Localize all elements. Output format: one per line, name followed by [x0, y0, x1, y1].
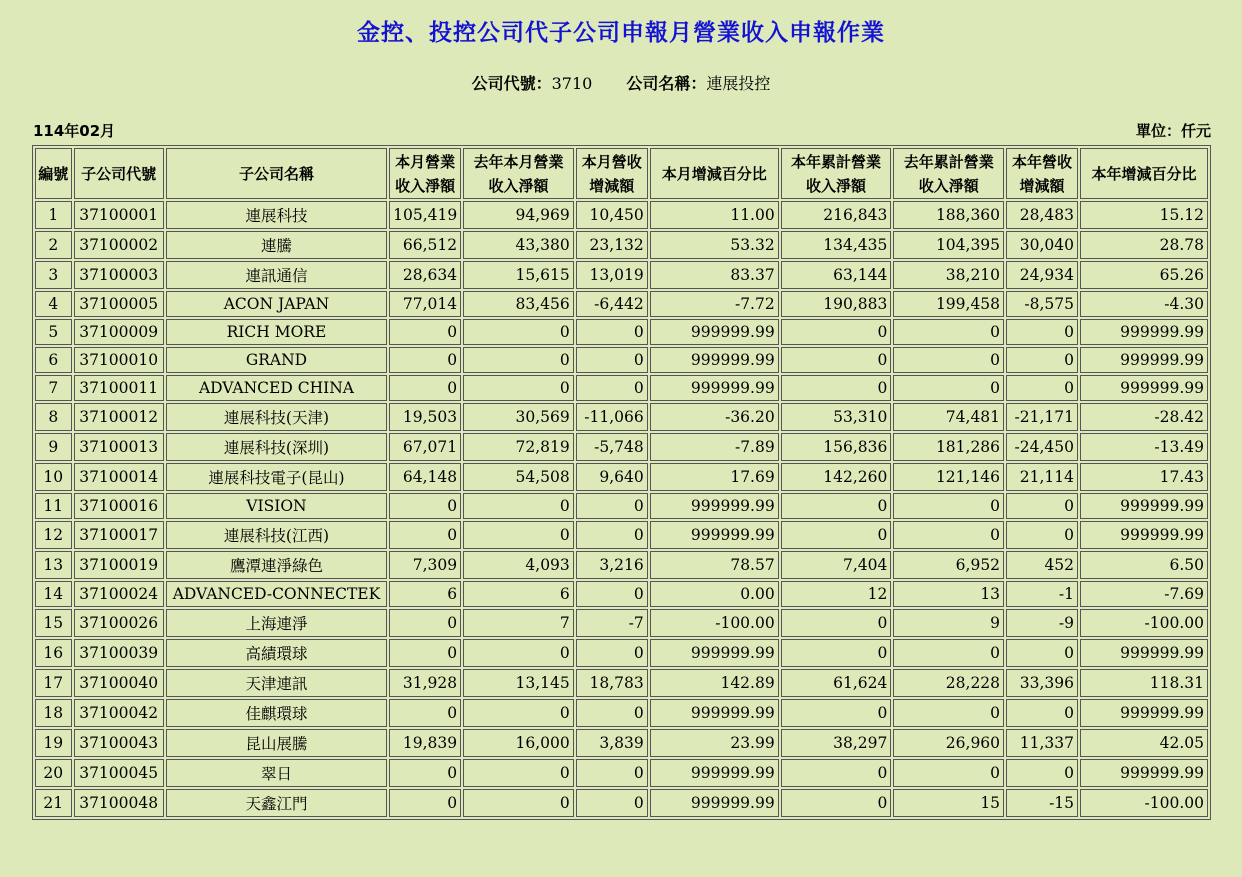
- cell-year-change-pct: -4.30: [1080, 291, 1208, 317]
- cell-year-change: 33,396: [1006, 669, 1078, 697]
- cell-month-change-pct: 999999.99: [650, 639, 779, 667]
- cell-month-change: 0: [576, 347, 648, 373]
- cell-ytd-revenue: 0: [781, 375, 892, 401]
- cell-month-change-pct: -7.89: [650, 433, 779, 461]
- header-label-line1: 子公司代號: [81, 164, 157, 183]
- cell-year-change: -1: [1006, 581, 1078, 607]
- cell-subsidiary-name: ADVANCED-CONNECTEK: [166, 581, 387, 607]
- cell-month-change: 0: [576, 789, 648, 817]
- cell-month-revenue: 7,309: [389, 551, 461, 579]
- cell-last-year-ytd-revenue: 28,228: [893, 669, 1004, 697]
- col-header-ytd-revenue: [781, 148, 892, 199]
- cell-subsidiary-code: 37100009: [74, 319, 164, 345]
- cell-subsidiary-name: 佳麒環球: [166, 699, 387, 727]
- cell-last-year-month-revenue: 13,145: [463, 669, 574, 697]
- cell-last-year-ytd-revenue: 181,286: [893, 433, 1004, 461]
- cell-number: 4: [35, 291, 72, 317]
- header-label-line2: 增減額: [589, 176, 635, 195]
- cell-month-change-pct: 83.37: [650, 261, 779, 289]
- cell-month-change-pct: 999999.99: [650, 759, 779, 787]
- cell-month-revenue: 0: [389, 759, 461, 787]
- cell-month-change: -11,066: [576, 403, 648, 431]
- table-row: [35, 699, 1208, 727]
- cell-year-change-pct: 999999.99: [1080, 759, 1208, 787]
- cell-last-year-ytd-revenue: 0: [893, 319, 1004, 345]
- cell-year-change: 30,040: [1006, 231, 1078, 259]
- cell-subsidiary-code: 37100005: [74, 291, 164, 317]
- cell-ytd-revenue: 0: [781, 759, 892, 787]
- cell-subsidiary-code: 37100045: [74, 759, 164, 787]
- cell-last-year-ytd-revenue: 26,960: [893, 729, 1004, 757]
- cell-year-change-pct: 6.50: [1080, 551, 1208, 579]
- table-row: [35, 463, 1208, 491]
- cell-last-year-ytd-revenue: 6,952: [893, 551, 1004, 579]
- header-label-line1: 子公司名稱: [238, 164, 314, 183]
- cell-month-revenue: 67,071: [389, 433, 461, 461]
- cell-subsidiary-code: 37100024: [74, 581, 164, 607]
- cell-month-change: 0: [576, 375, 648, 401]
- cell-ytd-revenue: 0: [781, 493, 892, 519]
- cell-subsidiary-name: 連展科技: [166, 201, 387, 229]
- cell-month-change: 10,450: [576, 201, 648, 229]
- cell-subsidiary-code: 37100048: [74, 789, 164, 817]
- cell-month-revenue: 0: [389, 375, 461, 401]
- company-code: 3710: [551, 74, 593, 93]
- cell-month-change: 3,216: [576, 551, 648, 579]
- cell-number: 12: [35, 521, 72, 549]
- cell-year-change: 0: [1006, 347, 1078, 373]
- col-header-subsidiary-code: [74, 148, 164, 199]
- cell-year-change-pct: 999999.99: [1080, 319, 1208, 345]
- cell-number: 10: [35, 463, 72, 491]
- cell-subsidiary-code: 37100040: [74, 669, 164, 697]
- cell-month-change-pct: 142.89: [650, 669, 779, 697]
- cell-subsidiary-code: 37100003: [74, 261, 164, 289]
- cell-ytd-revenue: 7,404: [781, 551, 892, 579]
- table-row: [35, 521, 1208, 549]
- cell-subsidiary-code: 37100012: [74, 403, 164, 431]
- cell-month-change-pct: -100.00: [650, 609, 779, 637]
- cell-year-change-pct: 999999.99: [1080, 347, 1208, 373]
- cell-last-year-month-revenue: 83,456: [463, 291, 574, 317]
- cell-ytd-revenue: 0: [781, 319, 892, 345]
- cell-ytd-revenue: 0: [781, 347, 892, 373]
- header-label-line1: 本年累計營業: [791, 152, 882, 171]
- cell-year-change-pct: 999999.99: [1080, 699, 1208, 727]
- col-header-last-year-month-revenue: [463, 148, 574, 199]
- cell-last-year-ytd-revenue: 9: [893, 609, 1004, 637]
- cell-year-change-pct: 28.78: [1080, 231, 1208, 259]
- cell-number: 7: [35, 375, 72, 401]
- cell-last-year-ytd-revenue: 38,210: [893, 261, 1004, 289]
- cell-month-revenue: 31,928: [389, 669, 461, 697]
- cell-ytd-revenue: 156,836: [781, 433, 892, 461]
- table-row: [35, 759, 1208, 787]
- cell-ytd-revenue: 0: [781, 699, 892, 727]
- cell-subsidiary-name: ADVANCED CHINA: [166, 375, 387, 401]
- cell-month-change: -5,748: [576, 433, 648, 461]
- cell-month-revenue: 0: [389, 609, 461, 637]
- page-title: 金控、投控公司代子公司申報月營業收入申報作業: [357, 20, 885, 46]
- cell-month-revenue: 6: [389, 581, 461, 607]
- cell-month-change: 0: [576, 639, 648, 667]
- revenue-table: [32, 145, 1211, 820]
- cell-number: 15: [35, 609, 72, 637]
- cell-last-year-month-revenue: 43,380: [463, 231, 574, 259]
- table-row: [35, 669, 1208, 697]
- cell-month-change-pct: 999999.99: [650, 521, 779, 549]
- cell-month-change-pct: 999999.99: [650, 319, 779, 345]
- cell-number: 18: [35, 699, 72, 727]
- cell-subsidiary-name: 連展科技(深圳): [166, 433, 387, 461]
- cell-year-change: 452: [1006, 551, 1078, 579]
- cell-number: 3: [35, 261, 72, 289]
- cell-month-change: 0: [576, 521, 648, 549]
- cell-month-revenue: 0: [389, 639, 461, 667]
- cell-number: 20: [35, 759, 72, 787]
- cell-month-change: 0: [576, 699, 648, 727]
- cell-month-revenue: 19,503: [389, 403, 461, 431]
- cell-last-year-month-revenue: 54,508: [463, 463, 574, 491]
- col-header-month-change-pct: [650, 148, 779, 199]
- report-period: 114年02月: [33, 122, 116, 140]
- cell-number: 1: [35, 201, 72, 229]
- cell-month-change: 0: [576, 493, 648, 519]
- cell-year-change: -8,575: [1006, 291, 1078, 317]
- cell-subsidiary-name: VISION: [166, 493, 387, 519]
- cell-number: 9: [35, 433, 72, 461]
- cell-year-change-pct: 17.43: [1080, 463, 1208, 491]
- cell-year-change: 0: [1006, 759, 1078, 787]
- table-row: [35, 347, 1208, 373]
- cell-number: 6: [35, 347, 72, 373]
- cell-subsidiary-code: 37100043: [74, 729, 164, 757]
- cell-last-year-month-revenue: 30,569: [463, 403, 574, 431]
- cell-last-year-ytd-revenue: 104,395: [893, 231, 1004, 259]
- cell-subsidiary-code: 37100010: [74, 347, 164, 373]
- cell-number: 16: [35, 639, 72, 667]
- cell-ytd-revenue: 53,310: [781, 403, 892, 431]
- cell-number: 19: [35, 729, 72, 757]
- cell-subsidiary-name: 昆山展騰: [166, 729, 387, 757]
- cell-last-year-month-revenue: 0: [463, 347, 574, 373]
- cell-year-change: -9: [1006, 609, 1078, 637]
- col-header-year-change: [1006, 148, 1078, 199]
- cell-last-year-month-revenue: 0: [463, 493, 574, 519]
- cell-last-year-ytd-revenue: 0: [893, 375, 1004, 401]
- cell-number: 2: [35, 231, 72, 259]
- cell-month-change: 18,783: [576, 669, 648, 697]
- cell-month-revenue: 28,634: [389, 261, 461, 289]
- table-row: [35, 433, 1208, 461]
- col-header-subsidiary-name: [166, 148, 387, 199]
- cell-month-change: 9,640: [576, 463, 648, 491]
- cell-last-year-month-revenue: 94,969: [463, 201, 574, 229]
- cell-last-year-month-revenue: 0: [463, 789, 574, 817]
- header-label-line1: 本年營收: [1012, 152, 1073, 171]
- cell-ytd-revenue: 142,260: [781, 463, 892, 491]
- header-label-line2: 增減額: [1019, 176, 1065, 195]
- cell-last-year-ytd-revenue: 188,360: [893, 201, 1004, 229]
- cell-month-revenue: 0: [389, 493, 461, 519]
- cell-ytd-revenue: 63,144: [781, 261, 892, 289]
- cell-last-year-ytd-revenue: 0: [893, 759, 1004, 787]
- cell-last-year-ytd-revenue: 0: [893, 347, 1004, 373]
- cell-number: 21: [35, 789, 72, 817]
- cell-number: 17: [35, 669, 72, 697]
- table-row: [35, 375, 1208, 401]
- table-row: [35, 291, 1208, 317]
- cell-month-change-pct: 999999.99: [650, 493, 779, 519]
- table-row: [35, 551, 1208, 579]
- cell-year-change: 0: [1006, 639, 1078, 667]
- cell-subsidiary-code: 37100026: [74, 609, 164, 637]
- cell-month-revenue: 64,148: [389, 463, 461, 491]
- cell-subsidiary-name: 天鑫江門: [166, 789, 387, 817]
- table-row: [35, 789, 1208, 817]
- cell-year-change-pct: -13.49: [1080, 433, 1208, 461]
- cell-last-year-month-revenue: 0: [463, 521, 574, 549]
- table-row: [35, 319, 1208, 345]
- cell-month-change-pct: -7.72: [650, 291, 779, 317]
- col-header-year-change-pct: [1080, 148, 1208, 199]
- cell-number: 5: [35, 319, 72, 345]
- cell-last-year-month-revenue: 4,093: [463, 551, 574, 579]
- cell-year-change-pct: -28.42: [1080, 403, 1208, 431]
- cell-month-change: -7: [576, 609, 648, 637]
- cell-number: 13: [35, 551, 72, 579]
- cell-last-year-month-revenue: 0: [463, 319, 574, 345]
- cell-number: 14: [35, 581, 72, 607]
- cell-ytd-revenue: 0: [781, 521, 892, 549]
- cell-month-change-pct: 999999.99: [650, 789, 779, 817]
- cell-year-change: -15: [1006, 789, 1078, 817]
- cell-subsidiary-code: 37100014: [74, 463, 164, 491]
- cell-year-change: 0: [1006, 375, 1078, 401]
- cell-month-revenue: 105,419: [389, 201, 461, 229]
- cell-subsidiary-name: 連騰: [166, 231, 387, 259]
- cell-ytd-revenue: 190,883: [781, 291, 892, 317]
- cell-month-change-pct: 53.32: [650, 231, 779, 259]
- company-info: [0, 71, 1242, 94]
- cell-subsidiary-name: 連展科技(江西): [166, 521, 387, 549]
- cell-month-revenue: 19,839: [389, 729, 461, 757]
- cell-subsidiary-code: 37100042: [74, 699, 164, 727]
- col-header-number: [35, 148, 72, 199]
- cell-year-change-pct: 118.31: [1080, 669, 1208, 697]
- cell-year-change: 0: [1006, 493, 1078, 519]
- cell-year-change-pct: -100.00: [1080, 789, 1208, 817]
- cell-last-year-ytd-revenue: 74,481: [893, 403, 1004, 431]
- cell-month-revenue: 0: [389, 521, 461, 549]
- cell-subsidiary-name: 翠日: [166, 759, 387, 787]
- table-header-row: [35, 148, 1208, 199]
- cell-subsidiary-code: 37100016: [74, 493, 164, 519]
- table-row: [35, 581, 1208, 607]
- cell-last-year-ytd-revenue: 0: [893, 521, 1004, 549]
- table-row: [35, 493, 1208, 519]
- cell-month-change: -6,442: [576, 291, 648, 317]
- cell-year-change-pct: 42.05: [1080, 729, 1208, 757]
- table-row: [35, 261, 1208, 289]
- cell-ytd-revenue: 0: [781, 789, 892, 817]
- cell-subsidiary-name: RICH MORE: [166, 319, 387, 345]
- cell-year-change-pct: 999999.99: [1080, 639, 1208, 667]
- header-label-line2: 收入淨額: [395, 176, 456, 195]
- header-label-line1: 本年增減百分比: [1091, 164, 1197, 183]
- cell-ytd-revenue: 0: [781, 609, 892, 637]
- cell-month-revenue: 66,512: [389, 231, 461, 259]
- table-row: [35, 639, 1208, 667]
- cell-ytd-revenue: 12: [781, 581, 892, 607]
- cell-month-change-pct: 999999.99: [650, 347, 779, 373]
- cell-month-change-pct: -36.20: [650, 403, 779, 431]
- unit-label: 單位：仟元: [1135, 122, 1211, 140]
- cell-subsidiary-name: ACON JAPAN: [166, 291, 387, 317]
- cell-month-change-pct: 999999.99: [650, 699, 779, 727]
- company-code-label: 公司代號：: [471, 74, 552, 93]
- table-row: [35, 201, 1208, 229]
- cell-year-change: 24,934: [1006, 261, 1078, 289]
- col-header-month-revenue: [389, 148, 461, 199]
- cell-last-year-month-revenue: 0: [463, 639, 574, 667]
- cell-subsidiary-name: GRAND: [166, 347, 387, 373]
- cell-last-year-ytd-revenue: 0: [893, 493, 1004, 519]
- header-label-line1: 本月營業: [395, 152, 456, 171]
- cell-last-year-month-revenue: 72,819: [463, 433, 574, 461]
- cell-year-change: 0: [1006, 319, 1078, 345]
- cell-month-change-pct: 999999.99: [650, 375, 779, 401]
- cell-year-change-pct: 15.12: [1080, 201, 1208, 229]
- cell-ytd-revenue: 134,435: [781, 231, 892, 259]
- header-label-line2: 收入淨額: [806, 176, 867, 195]
- cell-month-change-pct: 11.00: [650, 201, 779, 229]
- cell-month-change: 23,132: [576, 231, 648, 259]
- cell-year-change: 0: [1006, 699, 1078, 727]
- cell-subsidiary-code: 37100013: [74, 433, 164, 461]
- cell-month-change-pct: 78.57: [650, 551, 779, 579]
- cell-year-change-pct: 65.26: [1080, 261, 1208, 289]
- cell-year-change: 28,483: [1006, 201, 1078, 229]
- cell-subsidiary-code: 37100011: [74, 375, 164, 401]
- table-row: [35, 403, 1208, 431]
- cell-ytd-revenue: 61,624: [781, 669, 892, 697]
- header-label-line2: 收入淨額: [488, 176, 549, 195]
- cell-last-year-ytd-revenue: 199,458: [893, 291, 1004, 317]
- cell-year-change: -21,171: [1006, 403, 1078, 431]
- cell-number: 11: [35, 493, 72, 519]
- cell-year-change: 0: [1006, 521, 1078, 549]
- cell-subsidiary-name: 連展科技電子(昆山): [166, 463, 387, 491]
- cell-month-change: 0: [576, 319, 648, 345]
- cell-last-year-ytd-revenue: 15: [893, 789, 1004, 817]
- cell-last-year-month-revenue: 0: [463, 375, 574, 401]
- cell-month-revenue: 77,014: [389, 291, 461, 317]
- cell-month-revenue: 0: [389, 699, 461, 727]
- cell-year-change: -24,450: [1006, 433, 1078, 461]
- cell-subsidiary-name: 天津連訊: [166, 669, 387, 697]
- cell-subsidiary-name: 鷹潭連淨綠色: [166, 551, 387, 579]
- header-label-line1: 本月營收: [581, 152, 642, 171]
- header-label-line1: 去年累計營業: [903, 152, 994, 171]
- table-row: [35, 729, 1208, 757]
- cell-subsidiary-name: 連訊通信: [166, 261, 387, 289]
- cell-subsidiary-code: 37100017: [74, 521, 164, 549]
- cell-month-change: 0: [576, 581, 648, 607]
- cell-last-year-ytd-revenue: 0: [893, 699, 1004, 727]
- cell-subsidiary-name: 上海連淨: [166, 609, 387, 637]
- col-header-month-change: [576, 148, 648, 199]
- cell-year-change: 11,337: [1006, 729, 1078, 757]
- cell-ytd-revenue: 216,843: [781, 201, 892, 229]
- cell-month-change: 0: [576, 759, 648, 787]
- header-label-line2: 收入淨額: [918, 176, 979, 195]
- cell-month-revenue: 0: [389, 789, 461, 817]
- cell-ytd-revenue: 0: [781, 639, 892, 667]
- cell-month-revenue: 0: [389, 319, 461, 345]
- cell-year-change: 21,114: [1006, 463, 1078, 491]
- cell-year-change-pct: 999999.99: [1080, 375, 1208, 401]
- cell-month-change-pct: 23.99: [650, 729, 779, 757]
- cell-subsidiary-code: 37100019: [74, 551, 164, 579]
- cell-month-change-pct: 0.00: [650, 581, 779, 607]
- cell-subsidiary-name: 連展科技(天津): [166, 403, 387, 431]
- company-name-label: 公司名稱：: [626, 74, 707, 93]
- table-body: [35, 201, 1208, 817]
- cell-last-year-month-revenue: 7: [463, 609, 574, 637]
- cell-year-change-pct: -7.69: [1080, 581, 1208, 607]
- cell-subsidiary-name: 高績環球: [166, 639, 387, 667]
- col-header-last-year-ytd-revenue: [893, 148, 1004, 199]
- cell-last-year-month-revenue: 16,000: [463, 729, 574, 757]
- cell-last-year-month-revenue: 15,615: [463, 261, 574, 289]
- cell-last-year-month-revenue: 6: [463, 581, 574, 607]
- cell-month-change-pct: 17.69: [650, 463, 779, 491]
- cell-month-change: 3,839: [576, 729, 648, 757]
- company-name: 連展投控: [706, 74, 771, 93]
- cell-last-year-ytd-revenue: 13: [893, 581, 1004, 607]
- cell-subsidiary-code: 37100001: [74, 201, 164, 229]
- table-row: [35, 609, 1208, 637]
- header-label-line1: 去年本月營業: [473, 152, 564, 171]
- cell-year-change-pct: -100.00: [1080, 609, 1208, 637]
- cell-last-year-ytd-revenue: 0: [893, 639, 1004, 667]
- header-label-line1: 本月增減百分比: [661, 164, 767, 183]
- cell-last-year-ytd-revenue: 121,146: [893, 463, 1004, 491]
- cell-ytd-revenue: 38,297: [781, 729, 892, 757]
- cell-number: 8: [35, 403, 72, 431]
- cell-last-year-month-revenue: 0: [463, 699, 574, 727]
- cell-subsidiary-code: 37100002: [74, 231, 164, 259]
- header-label-line1: 編號: [38, 164, 69, 183]
- cell-subsidiary-code: 37100039: [74, 639, 164, 667]
- cell-month-revenue: 0: [389, 347, 461, 373]
- cell-year-change-pct: 999999.99: [1080, 521, 1208, 549]
- cell-year-change-pct: 999999.99: [1080, 493, 1208, 519]
- cell-last-year-month-revenue: 0: [463, 759, 574, 787]
- cell-month-change: 13,019: [576, 261, 648, 289]
- table-row: [35, 231, 1208, 259]
